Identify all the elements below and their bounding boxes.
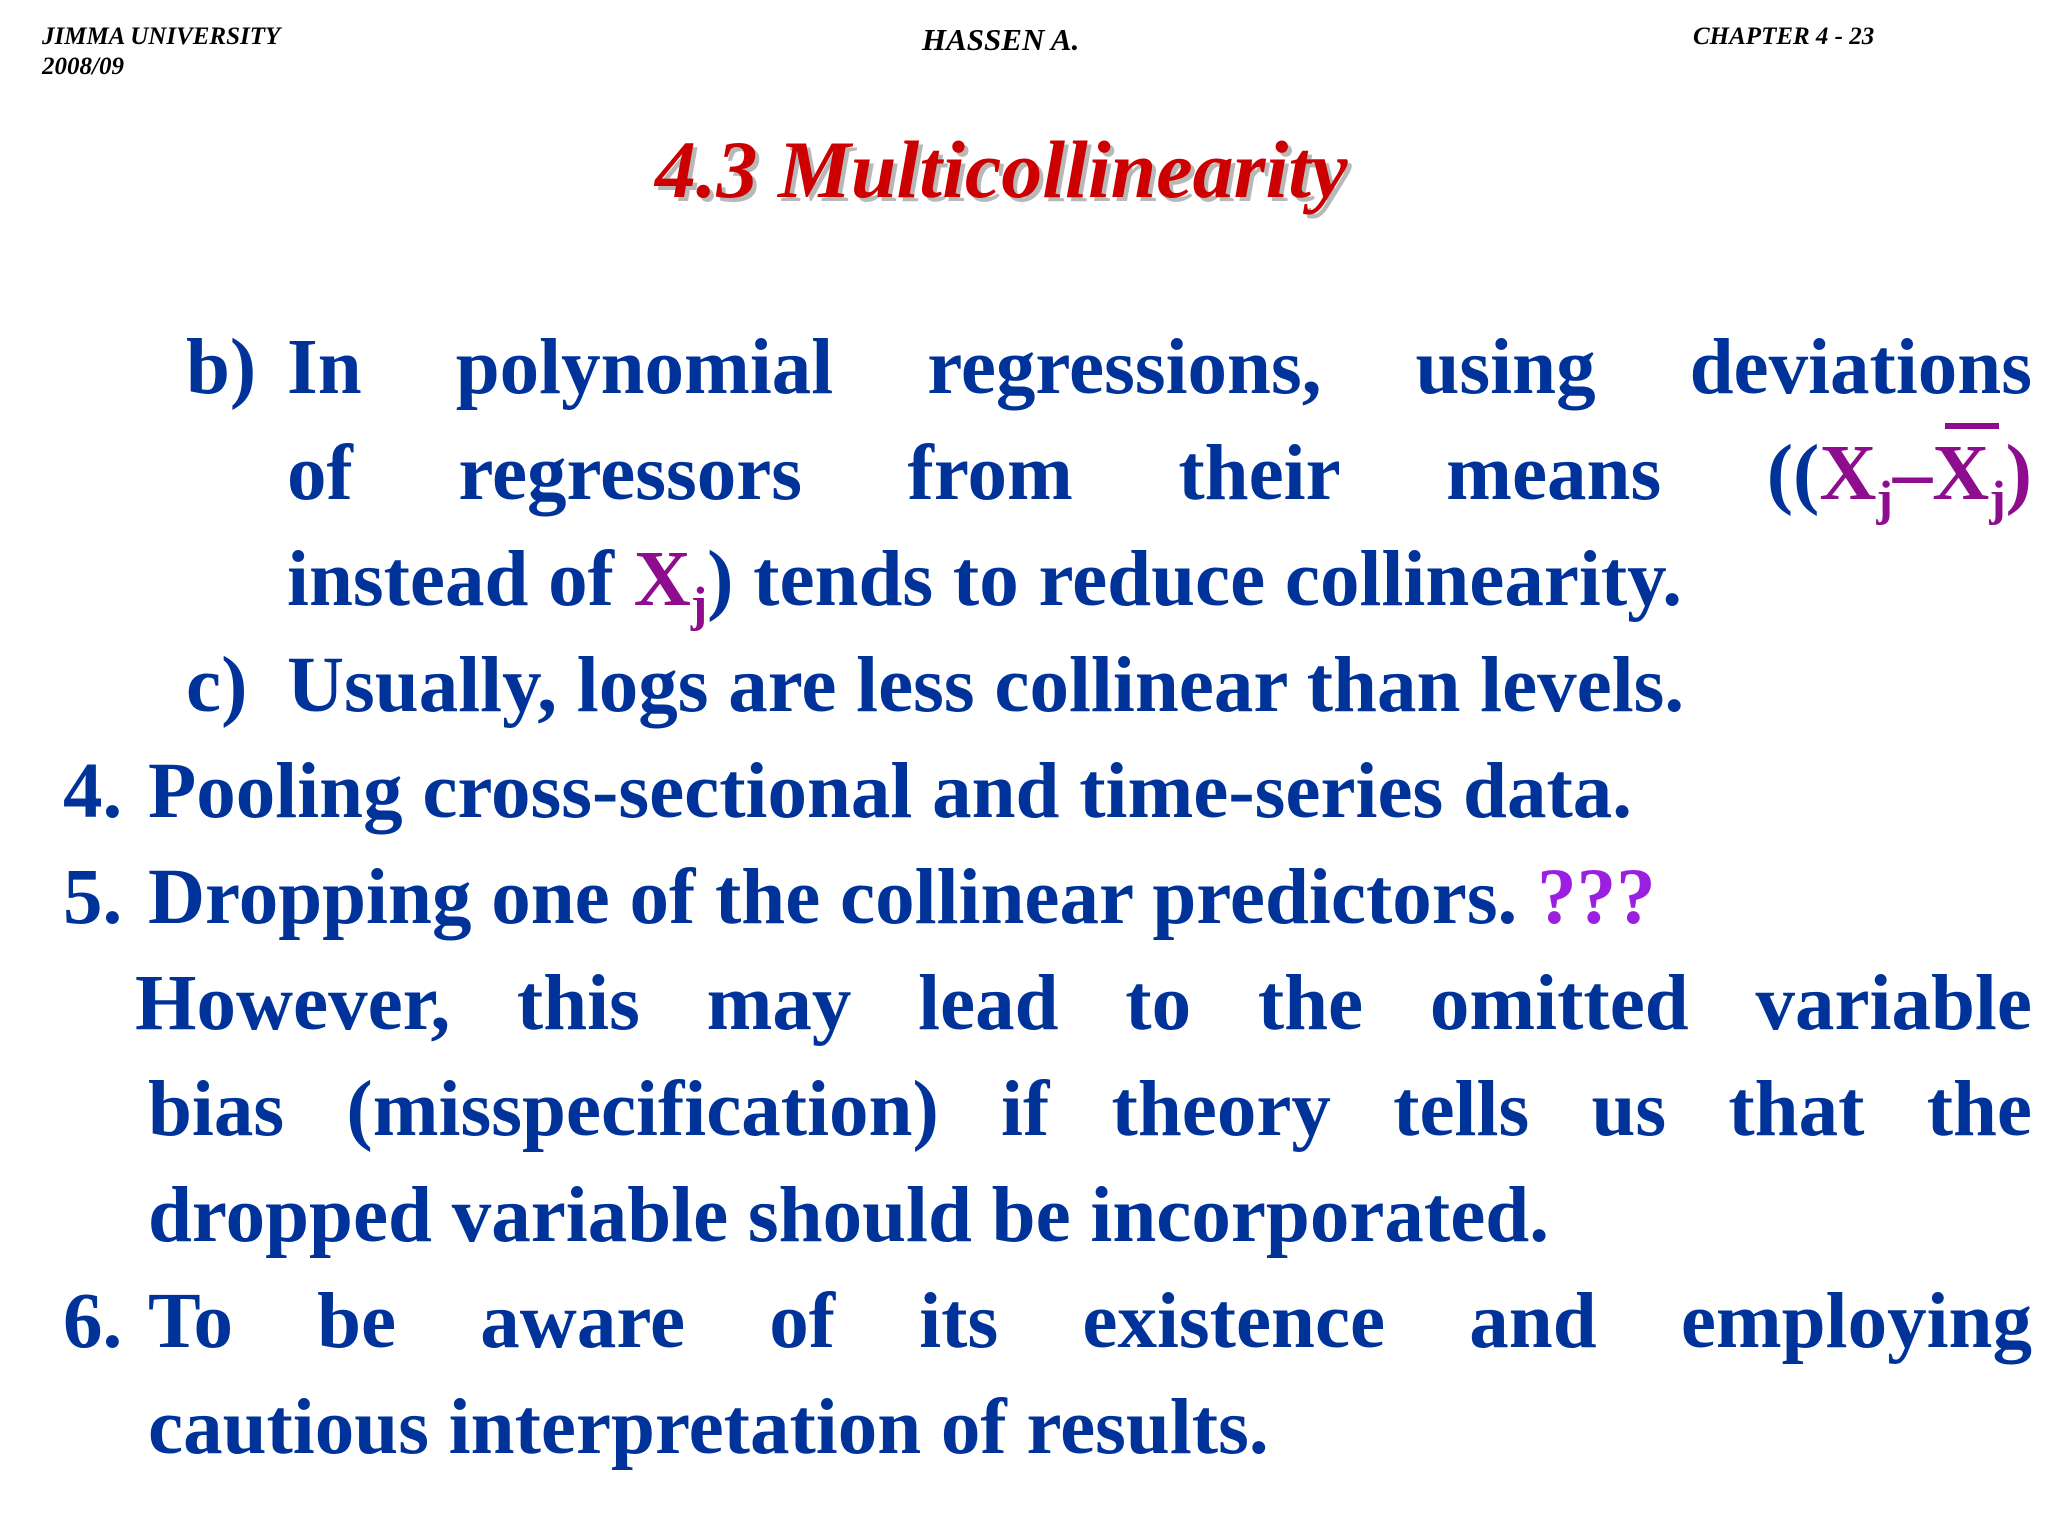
- item-c-text: Usually, logs are less collinear than levels.: [287, 642, 1685, 729]
- item-b-line2-word: their: [1178, 430, 1341, 517]
- item-5-line3-word: theory: [1111, 1066, 1331, 1153]
- subscript-j: j: [690, 576, 708, 632]
- item-5-line3-word: (misspecification): [346, 1066, 939, 1153]
- item-5-line2-word: However,: [135, 960, 451, 1047]
- item-b-line2-word: from: [907, 430, 1073, 517]
- item-5-line2-word: variable: [1755, 960, 2032, 1047]
- item-6-line1: [148, 1269, 2032, 1375]
- item-b-line1-word: using: [1415, 324, 1596, 411]
- item-5-line2-word: the: [1257, 960, 1364, 1047]
- item-b-line3: [287, 527, 1682, 633]
- item-5-line2-word: to: [1125, 960, 1192, 1047]
- item-5-line3-word: us: [1591, 1066, 1667, 1153]
- item-b-line2-word: means: [1446, 430, 1662, 517]
- header-year: 2008/09: [42, 53, 124, 80]
- item-b-label: b): [186, 324, 257, 411]
- subscript-j: j: [1989, 470, 2006, 526]
- subscript-j: j: [1876, 470, 1893, 526]
- header-institution: [42, 22, 280, 82]
- item-5-line1: [148, 845, 1656, 951]
- slide-title: 4.3 Multicollinearity: [655, 124, 1348, 215]
- item-5-line3: [148, 1057, 2032, 1163]
- item-b-line1-word: polynomial: [455, 324, 834, 411]
- paren-open: ((: [1766, 430, 1820, 517]
- item-b-line2: [287, 421, 2032, 527]
- item-6-line1-word: To: [148, 1278, 233, 1365]
- item-5-line2-word: may: [706, 960, 852, 1047]
- item-b-line3-post: ) tends to reduce collinearity.: [707, 536, 1683, 623]
- item-b-line1: [287, 315, 2032, 421]
- item-5-line4: dropped variable should be incorporated.: [148, 1172, 1549, 1259]
- item-5-line2: [135, 951, 2032, 1057]
- item-5-line3-word: if: [1001, 1066, 1050, 1153]
- header-university: JIMMA UNIVERSITY: [42, 23, 281, 50]
- deviation-expression: [1767, 421, 2032, 527]
- item-6-line1-word: of: [769, 1278, 836, 1365]
- item-b-line1-word: In: [287, 324, 362, 411]
- item-b-line2-word: of: [287, 430, 353, 517]
- item-6-line1-word: and: [1469, 1278, 1597, 1365]
- header-chapter: CHAPTER 4 - 23: [1693, 23, 1875, 50]
- paren-close: ): [2005, 430, 2032, 517]
- item-5-line3-word: tells: [1393, 1066, 1530, 1153]
- item-5-line3-word: the: [1926, 1066, 2032, 1153]
- header-author: HASSEN A.: [922, 22, 1080, 57]
- item-5-line2-word: lead: [918, 960, 1059, 1047]
- item-6-line1-word: its: [919, 1278, 999, 1365]
- var-x: X: [1819, 430, 1877, 517]
- item-6-line1-word: employing: [1680, 1278, 2032, 1365]
- item-6-label: 6.: [63, 1278, 123, 1365]
- item-c-label: c): [186, 642, 248, 729]
- item-5-text: Dropping one of the collinear predictors.: [148, 854, 1518, 941]
- item-6-line2: cautious interpretation of results.: [148, 1384, 1269, 1471]
- var-x-bar: X: [1932, 421, 1989, 527]
- item-4-text: Pooling cross-sectional and time-series data.: [148, 748, 1633, 835]
- item-6-line1-word: aware: [480, 1278, 686, 1365]
- minus-sign: –: [1892, 430, 1933, 517]
- item-b-line1-word: regressions,: [927, 324, 1322, 411]
- item-b-line3-pre: instead of: [287, 536, 634, 623]
- item-4-label: 4.: [63, 748, 123, 835]
- item-6-line1-word: be: [317, 1278, 397, 1365]
- item-5-line3-word: bias: [148, 1066, 285, 1153]
- item-b-line1-word: deviations: [1689, 324, 2032, 411]
- item-5-line3-word: that: [1728, 1066, 1865, 1153]
- item-6-line1-word: existence: [1082, 1278, 1386, 1365]
- var-x: X: [633, 536, 691, 623]
- question-marks: ???: [1537, 854, 1656, 941]
- item-5-label: 5.: [63, 854, 123, 941]
- item-5-line2-word: omitted: [1429, 960, 1689, 1047]
- item-5-line2-word: this: [516, 960, 640, 1047]
- item-b-line2-word: regressors: [458, 430, 803, 517]
